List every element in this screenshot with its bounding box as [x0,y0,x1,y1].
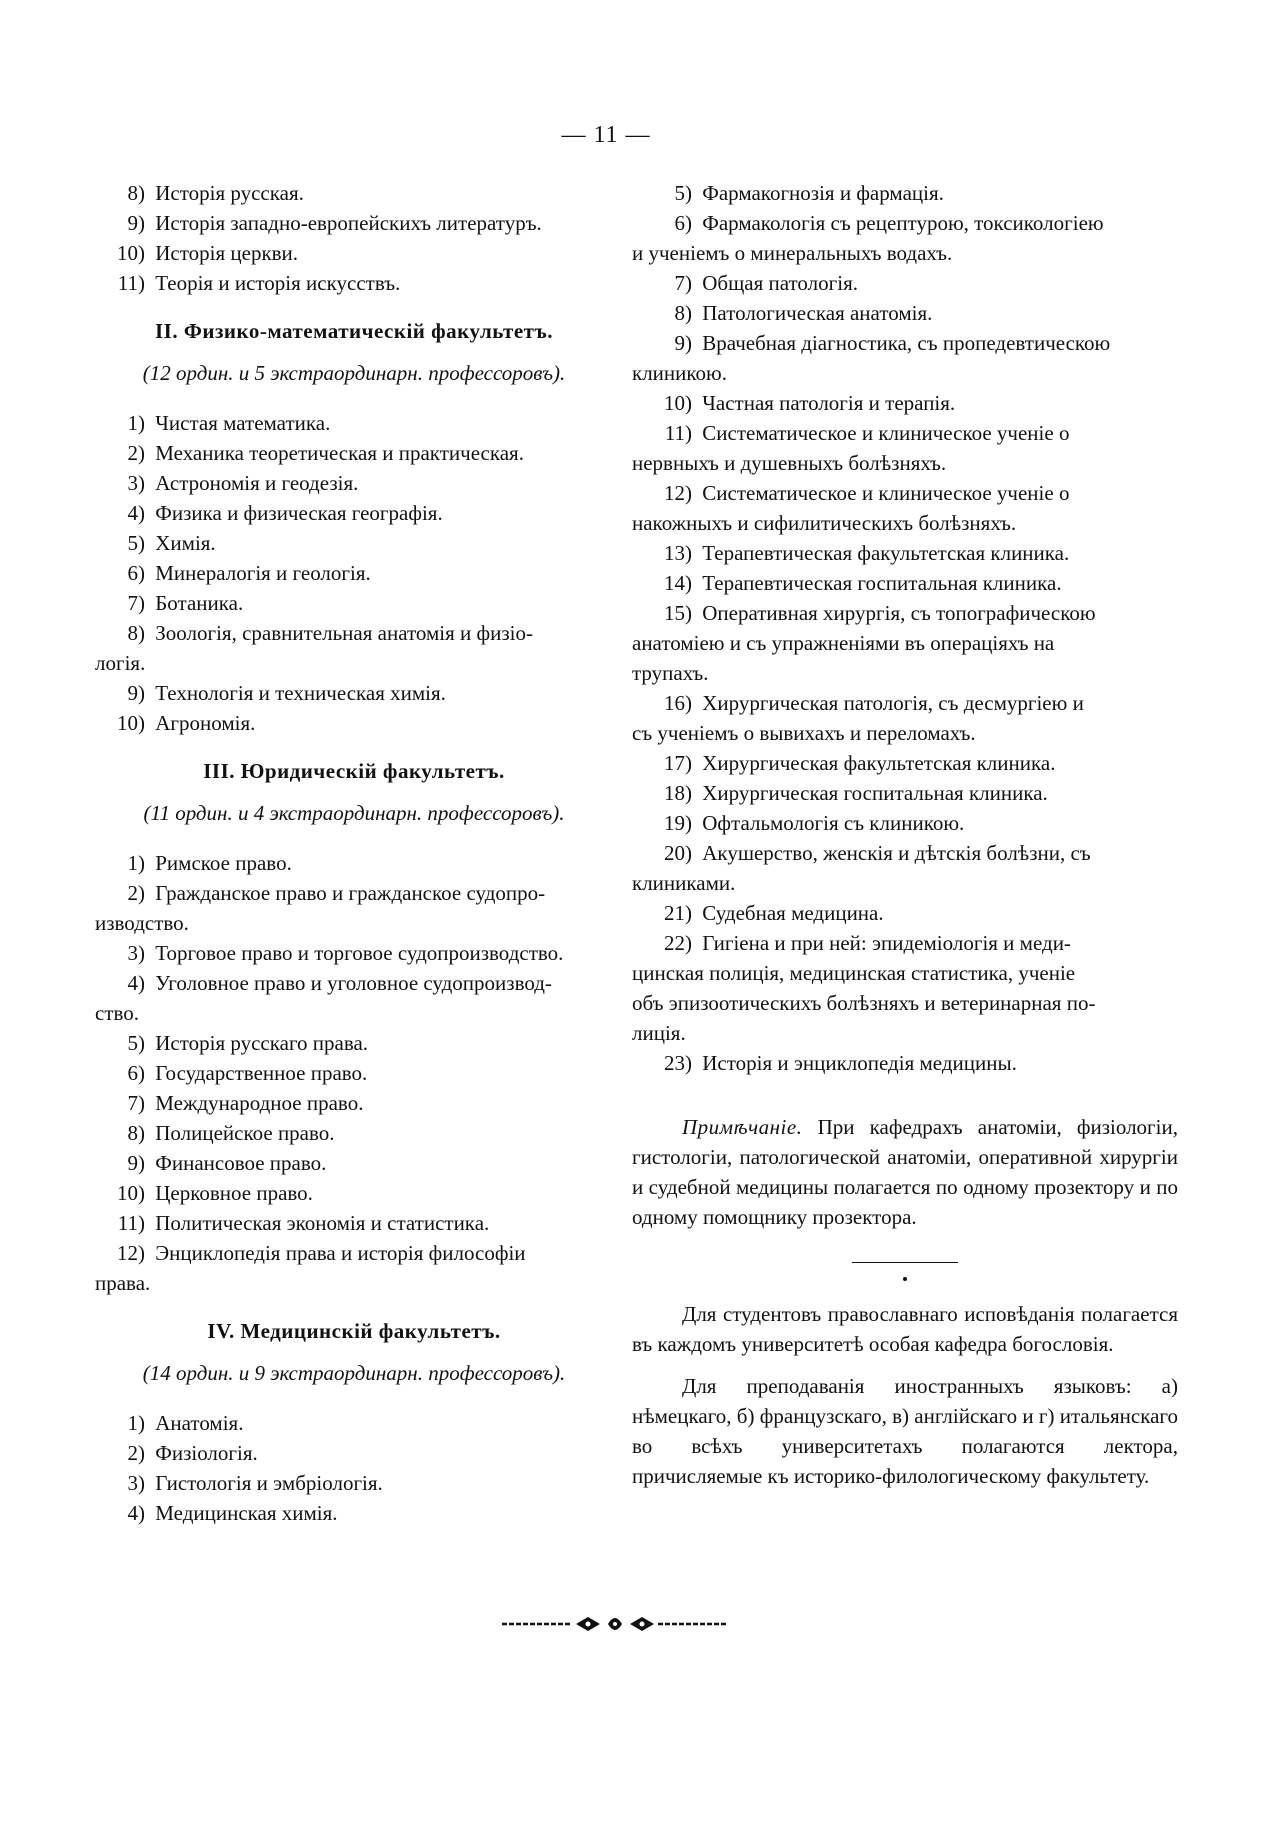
list-item [632,328,1178,358]
item-text: Международное право. [155,1091,364,1115]
item-text: Минералогія и геологія. [155,561,371,585]
item-text: Римское право. [155,851,292,875]
item-continuation: и ученіемъ о минеральныхъ водахъ. [632,241,953,265]
item-number: 9) [127,681,145,705]
list-item [632,778,1178,808]
item-continuation: логія. [95,651,146,675]
item-continuation: нервныхъ и душевныхъ болѣзняхъ. [632,451,947,475]
item-text: Оперативная хирургія, съ топографическою [702,601,1096,625]
item-text: Механика теоретическая и практическая. [155,441,524,465]
item-number: 10) [117,1181,145,1205]
list-item [632,928,1178,958]
list-item [632,178,1178,208]
item-text: Исторія западно-европейскихъ литературъ. [155,211,542,235]
list-item [95,878,613,908]
item-number: 8) [127,1121,145,1145]
item-number: 16) [664,691,692,715]
item-continuation: анатоміею и съ упражненіями въ операціяхъ на [632,631,1055,655]
list-item [95,848,613,878]
item-text: Торговое право и торговое судопроизводство. [155,941,564,965]
list-item [632,388,1178,418]
item-number: 8) [674,301,692,325]
list-item [95,1468,613,1498]
item-text: Физика и физическая географія. [155,501,443,525]
item-number: 2) [127,441,145,465]
item-text: Частная патологія и терапія. [702,391,956,415]
item-text: Медицинская химія. [155,1501,338,1525]
list-item [95,678,613,708]
item-number: 9) [127,211,145,235]
list-item [95,558,613,588]
list-item [95,1408,613,1438]
item-continuation: цинская полиція, медицинская статистика, ученіе [632,961,1076,985]
center-dot [903,1277,907,1281]
item-text: Хирургическая госпитальная клиника. [702,781,1048,805]
list-item [95,1088,613,1118]
list-item [95,938,613,968]
list-item [95,588,613,618]
section-heading: III. Юридическій факультетъ. [203,759,505,783]
item-number: 21) [664,901,692,925]
item-continuation: лиція. [632,1021,686,1045]
list-item [632,898,1178,928]
item-continuation: трупахъ. [632,661,709,685]
section-subheading: (11 ордин. и 4 экстраординарн. профессоровъ). [143,801,565,825]
item-text: Гражданское право и гражданское судопро- [155,881,546,905]
item-continuation: накожныхъ и сифилитическихъ болѣзняхъ. [632,511,1017,535]
list-item [632,688,1178,718]
item-continuation: изводство. [95,911,189,935]
item-text: Полицейское право. [155,1121,335,1145]
item-text: Терапевтическая госпитальная клиника. [702,571,1062,595]
item-number: 3) [127,471,145,495]
left-column [95,178,613,1528]
list-item [632,568,1178,598]
item-text: Уголовное право и уголовное судопроизвод- [155,971,552,995]
item-number: 17) [664,751,692,775]
item-number: 12) [117,1241,145,1265]
item-continuation: клиникою. [632,361,727,385]
item-number: 10) [664,391,692,415]
list-item [95,1028,613,1058]
paragraph-theology: Для студентовъ православнаго исповѣданія полагается въ каждомъ университетѣ особая кафедра богословія. [632,1302,1178,1356]
item-number: 2) [127,881,145,905]
list-item [632,538,1178,568]
item-text: Систематическое и клиническое ученіе о [702,481,1070,505]
section-subheading: (12 ордин. и 5 экстраординарн. профессоровъ). [142,361,566,385]
item-number: 6) [127,561,145,585]
item-number: 1) [127,411,145,435]
item-text: Исторія русскаго права. [155,1031,369,1055]
list-item [632,298,1178,328]
item-continuation: съ ученіемъ о вывихахъ и переломахъ. [632,721,976,745]
list-item [95,268,613,298]
list-item [95,208,613,238]
item-text: Зоологія, сравнительная анатомія и физіо- [155,621,533,645]
item-number: 5) [127,1031,145,1055]
item-number: 11) [117,1211,145,1235]
ornament-divider [500,1612,730,1636]
item-number: 5) [127,531,145,555]
item-number: 1) [127,1411,145,1435]
item-number: 15) [664,601,692,625]
item-number: 8) [127,181,145,205]
item-number: 20) [664,841,692,865]
list-item [632,1048,1178,1078]
list-item [95,238,613,268]
item-number: 4) [127,1501,145,1525]
item-number: 6) [127,1061,145,1085]
list-item [95,1118,613,1148]
item-text: Исторія церкви. [155,241,299,265]
item-text: Хирургическая патологія, съ десмургіею и [702,691,1084,715]
list-item [95,408,613,438]
item-continuation: объ эпизоотическихъ болѣзняхъ и ветеринарная по- [632,991,1096,1015]
item-text: Физіологія. [155,1441,258,1465]
item-number: 3) [127,1471,145,1495]
section-heading: II. Физико-математическій факультетъ. [155,319,553,343]
item-number: 11) [117,271,145,295]
note-paragraph [632,1112,1178,1232]
item-text: Терапевтическая факультетская клиника. [702,541,1070,565]
paragraph-languages: Для преподаванія иностранныхъ языковъ: а) нѣмецкаго, б) французскаго, в) англійскаго и г) итальянскаго во всѣхъ университетахъ полагаются лектора, причисляемые къ историко-филологическому факультету. [632,1374,1178,1488]
list-item [95,618,613,648]
note-label: Примѣчаніе. [682,1115,803,1139]
item-number: 10) [117,711,145,735]
item-text: Агрономія. [155,711,256,735]
item-continuation: клиниками. [632,871,736,895]
item-text: Гигіена и при ней: эпидеміологія и меди- [702,931,1071,955]
note-text: При кафедрахъ анатоміи, физіологіи, гистологіи, патологической анатоміи, оперативной хирургіи и судебной медицины полагается по одному прозектору и по одному помощнику прозектора. [632,1115,1178,1229]
item-number: 10) [117,241,145,265]
horizontal-rule [852,1262,958,1263]
list-item [632,748,1178,778]
list-item [632,268,1178,298]
item-text: Химія. [155,531,216,555]
item-number: 19) [664,811,692,835]
list-item [95,1498,613,1528]
item-number: 3) [127,941,145,965]
item-text: Технологія и техническая химія. [155,681,446,705]
list-item [95,1148,613,1178]
item-number: 4) [127,971,145,995]
list-item [632,808,1178,838]
right-column [632,178,1178,1491]
section-heading: IV. Медицинскій факультетъ. [207,1319,501,1343]
list-item [632,598,1178,628]
item-text: Политическая экономія и статистика. [155,1211,490,1235]
item-continuation: права. [95,1271,151,1295]
item-number: 12) [664,481,692,505]
item-text: Офтальмологія съ клиникою. [702,811,965,835]
item-number: 13) [664,541,692,565]
page-number: — 11 — [561,122,651,148]
list-item [95,1178,613,1208]
list-item [95,968,613,998]
item-number: 4) [127,501,145,525]
list-item [95,438,613,468]
item-text: Астрономія и геодезія. [155,471,359,495]
list-item [632,208,1178,238]
item-text: Фармакогнозія и фармація. [702,181,944,205]
item-number: 23) [664,1051,692,1075]
item-number: 9) [127,1151,145,1175]
list-item [95,178,613,208]
item-continuation: ство. [95,1001,140,1025]
item-text: Государственное право. [155,1061,368,1085]
list-item [632,418,1178,448]
item-text: Финансовое право. [155,1151,327,1175]
item-text: Исторія и энциклопедія медицины. [702,1051,1017,1075]
section-subheading: (14 ордин. и 9 экстраординарн. профессоровъ). [142,1361,566,1385]
item-text: Хирургическая факультетская клиника. [702,751,1056,775]
list-item [95,1208,613,1238]
item-text: Судебная медицина. [702,901,884,925]
list-item [95,468,613,498]
item-text: Фармакологія съ рецептурою, токсикологіею [702,211,1104,235]
list-item [95,1058,613,1088]
item-text: Анатомія. [155,1411,244,1435]
item-text: Гистологія и эмбріологія. [155,1471,383,1495]
item-number: 8) [127,621,145,645]
list-item [95,528,613,558]
item-number: 22) [664,931,692,955]
list-item [95,1438,613,1468]
item-text: Акушерство, женскія и дѣтскія болѣзни, съ [702,841,1091,865]
list-item [632,478,1178,508]
item-number: 2) [127,1441,145,1465]
item-text: Систематическое и клиническое ученіе о [702,421,1070,445]
list-item [95,708,613,738]
item-number: 11) [664,421,692,445]
item-text: Патологическая анатомія. [702,301,933,325]
item-number: 5) [674,181,692,205]
item-number: 18) [664,781,692,805]
item-text: Исторія русская. [155,181,304,205]
item-number: 6) [674,211,692,235]
list-item [632,838,1178,868]
item-text: Ботаника. [155,591,244,615]
item-number: 1) [127,851,145,875]
list-item [95,1238,613,1268]
item-text: Чистая математика. [155,411,331,435]
list-item [95,498,613,528]
item-text: Энциклопедія права и исторія философіи [155,1241,526,1265]
item-number: 14) [664,571,692,595]
item-number: 9) [674,331,692,355]
item-number: 7) [674,271,692,295]
item-text: Врачебная діагностика, съ пропедевтическою [702,331,1111,355]
item-text: Теорія и исторія искусствъ. [155,271,401,295]
item-number: 7) [127,591,145,615]
item-text: Общая патологія. [702,271,858,295]
item-number: 7) [127,1091,145,1115]
item-text: Церковное право. [155,1181,313,1205]
